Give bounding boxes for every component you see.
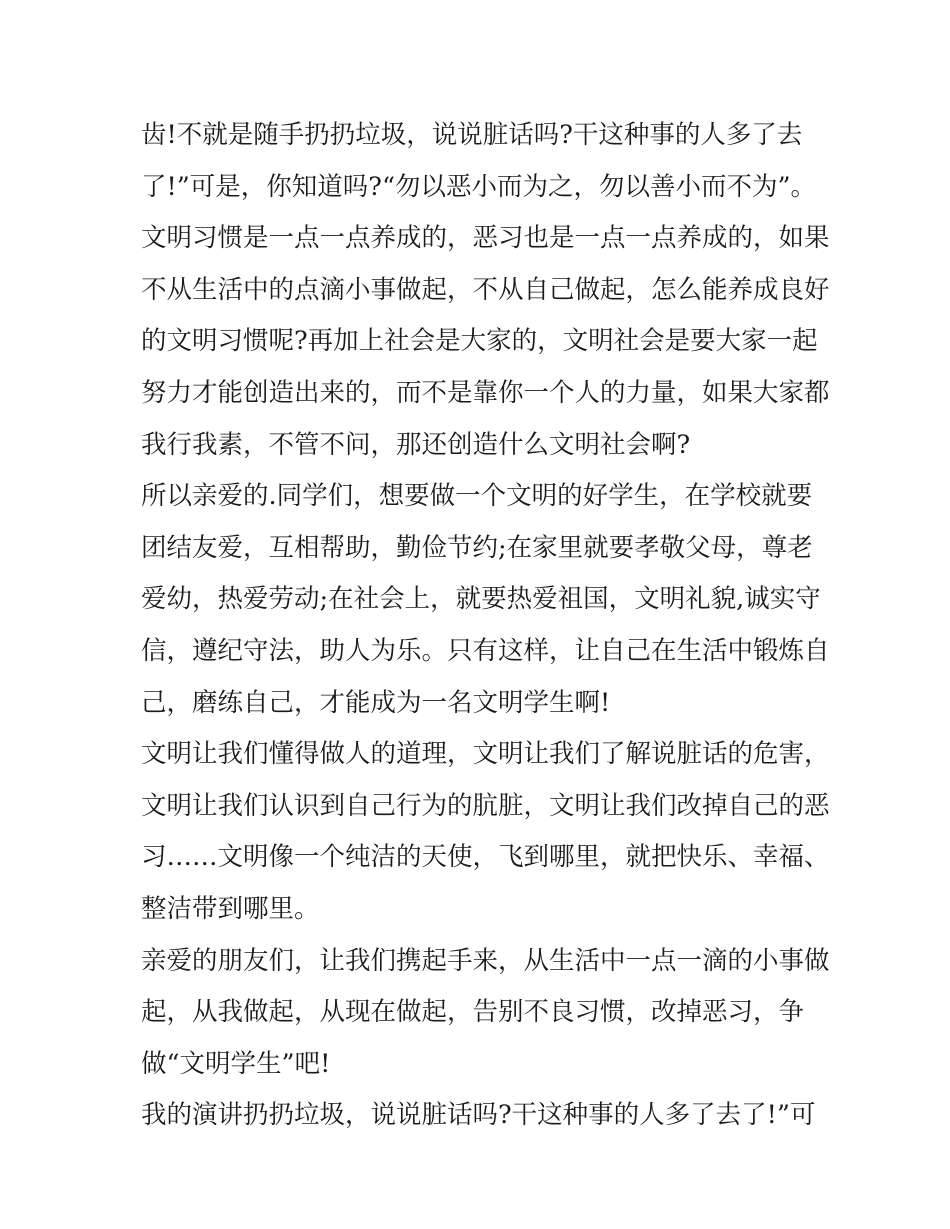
text-line: 整洁带到哪里。 [141, 893, 320, 924]
text-line: 齿!不就是随手扔扔垃圾，说说脏话吗?干这种事的人多了去 [141, 120, 803, 150]
text-line: 文明让我们认识到自己行为的肮脏，文明让我们改掉自己的恶 [141, 790, 830, 821]
text-line: 努力才能创造出来的，而不是靠你一个人的力量，如果大家都 [141, 377, 830, 408]
text-line: 起，从我做起，从现在做起，告别不良习惯，改掉恶习，争 [141, 997, 805, 1028]
text-line: 亲爱的朋友们，让我们携起手来，从生活中一点一滴的小事做 [141, 945, 830, 976]
text-line: 团结友爱，互相帮助，勤俭节约;在家里就要孝敬父母，尊老 [141, 532, 813, 563]
text-line: 了!”可是，你知道吗?“勿以恶小而为之，勿以善小而不为”。 [141, 171, 817, 202]
text-line: 己，磨练自己，才能成为一名文明学生啊! [141, 687, 611, 718]
text-line: 爱幼，热爱劳动;在社会上，就要热爱祖国，文明礼貌,诚实守 [141, 584, 821, 615]
text-line: 习……文明像一个纯洁的天使，飞到哪里，就把快乐、幸福、 [141, 842, 830, 873]
text-line: 文明习惯是一点一点养成的，恶习也是一点一点养成的，如果 [141, 223, 830, 254]
text-line: 不从生活中的点滴小事做起，不从自己做起，怎么能养成良好 [141, 274, 830, 305]
text-line: 的文明习惯呢?再加上社会是大家的，文明社会是要大家一起 [141, 326, 818, 357]
text-line: 文明让我们懂得做人的道理，文明让我们了解说脏话的危害， [141, 739, 830, 770]
text-line: 我行我素，不管不问，那还创造什么文明社会啊? [141, 429, 691, 460]
text-line: 所以亲爱的.同学们，想要做一个文明的好学生，在学校就要 [141, 481, 813, 512]
text-line: 做“文明学生”吧! [141, 1048, 331, 1079]
speech-text [141, 110, 830, 1142]
text-line: 信，遵纪守法，助人为乐。只有这样，让自己在生活中锻炼自 [141, 635, 830, 666]
text-line: 我的演讲扔扔垃圾，说说脏话吗?干这种事的人多了去了!”可 [141, 1100, 816, 1131]
